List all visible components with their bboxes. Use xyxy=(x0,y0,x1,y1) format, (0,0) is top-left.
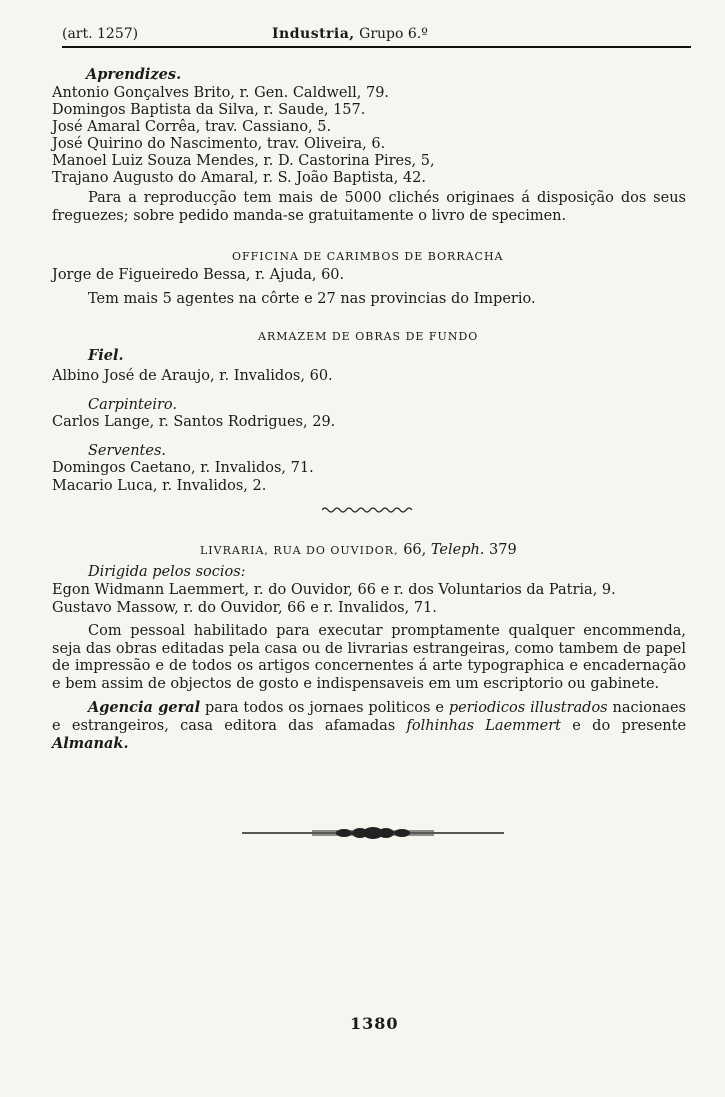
agencia-lead: Agencia geral xyxy=(88,699,201,716)
serventes-heading: Serventes. xyxy=(88,443,167,459)
list-item: Macario Luca, r. Invalidos, 2. xyxy=(52,478,267,494)
livraria-heading xyxy=(200,541,517,560)
list-item: Gustavo Massow, r. do Ouvidor, 66 e r. Invalidos, 71. xyxy=(52,600,437,616)
squiggle-divider xyxy=(322,506,414,514)
section-title: Industria, xyxy=(272,26,355,42)
agencia-periodicos: periodicos illustrados xyxy=(448,700,608,716)
carpinteiro-heading: Carpinteiro. xyxy=(88,397,177,413)
ornament-divider xyxy=(242,826,504,840)
livraria-heading-phone: 379 xyxy=(489,542,517,558)
group-label: Grupo 6.º xyxy=(359,26,428,42)
livraria-heading-number: 66, xyxy=(403,542,427,558)
agencia-text-3: e do presente xyxy=(572,717,687,734)
list-item: Carlos Lange, r. Santos Rodrigues, 29. xyxy=(52,414,336,430)
officina-heading: OFFICINA DE CARIMBOS DE BORRACHA xyxy=(232,250,504,263)
armazem-heading: ARMAZEM DE OBRAS DE FUNDO xyxy=(258,330,479,343)
list-item: Domingos Caetano, r. Invalidos, 71. xyxy=(52,460,314,476)
list-item: José Quirino do Nascimento, trav. Oliveira, 6. xyxy=(52,136,386,152)
dirigida-heading: Dirigida pelos socios: xyxy=(88,564,246,580)
livraria-heading-prefix: LIVRARIA, RUA DO OUVIDOR, xyxy=(200,544,399,557)
page-number: 1380 xyxy=(350,1014,399,1033)
agencia-text-1: para todos os jornaes politicos e xyxy=(205,700,444,716)
list-item: Jorge de Figueiredo Bessa, r. Ajuda, 60. xyxy=(52,267,345,283)
page-header xyxy=(62,26,691,48)
list-item: Domingos Baptista da Silva, r. Saude, 157. xyxy=(52,102,366,118)
officina-note: Tem mais 5 agentes na côrte e 27 nas provincias do Imperio. xyxy=(88,291,536,307)
running-title xyxy=(272,26,428,42)
list-item: Egon Widmann Laemmert, r. do Ouvidor, 66 e r. dos Voluntarios da Patria, 9. xyxy=(52,582,616,598)
aprendizes-note: Para a reproducção tem mais de 5000 clichés originaes á disposição dos seus freguezes; sobre pedido manda-se gratuitamente o livro de specimen. xyxy=(52,190,686,224)
livraria-paragraph: Com pessoal habilitado para executar promptamente qualquer encommenda, seja das obras editadas pela casa ou de livrarias estrangeiras, como tambem de papel de impressão e de todos os artigos concernentes á arte typographica e encadernação e bem assim de objectos de gosto e indispensaveis em um escriptorio ou gabinete. xyxy=(52,623,686,692)
agencia-paragraph xyxy=(52,699,686,754)
list-item: Antonio Gonçalves Brito, r. Gen. Caldwell, 79. xyxy=(52,85,390,101)
livraria-heading-teleph: Teleph. xyxy=(430,542,485,558)
agencia-folhinhas: folhinhas Laemmert xyxy=(406,717,561,734)
article-number: (art. 1257) xyxy=(62,26,139,42)
agencia-text-2: nacionaes e estrangeiros, casa editora das afamadas xyxy=(52,700,686,734)
list-item: Manoel Luiz Souza Mendes, r. D. Castorina Pires, 5, xyxy=(52,153,435,169)
list-item: Albino José de Araujo, r. Invalidos, 60. xyxy=(52,368,333,384)
aprendizes-heading: Aprendizes. xyxy=(86,66,182,83)
agencia-almanak: Almanak. xyxy=(52,735,129,752)
fiel-heading: Fiel. xyxy=(88,347,124,364)
list-item: José Amaral Corrêa, trav. Cassiano, 5. xyxy=(52,119,332,135)
list-item: Trajano Augusto do Amaral, r. S. João Baptista, 42. xyxy=(52,170,426,186)
